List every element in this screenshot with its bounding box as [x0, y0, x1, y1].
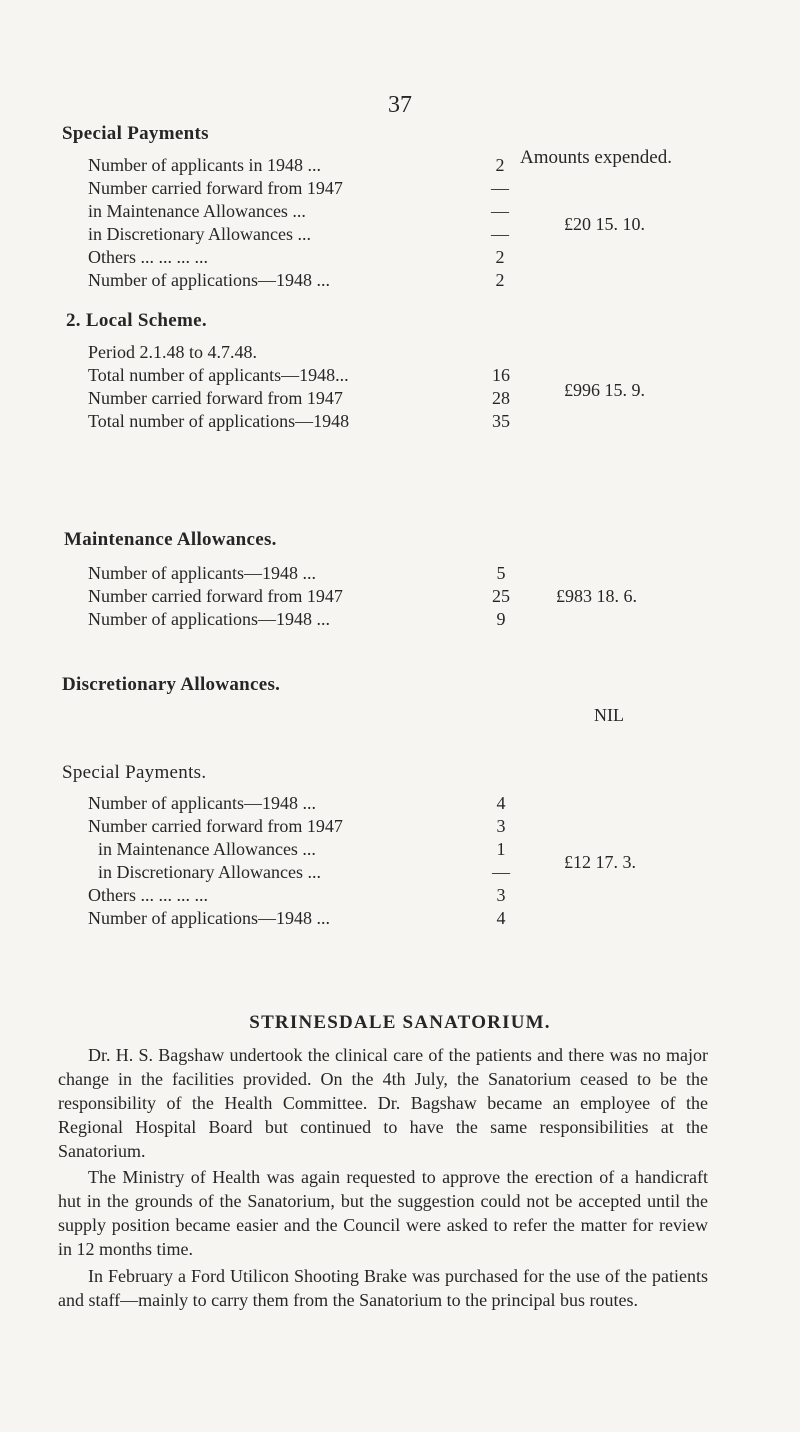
sp2-row-value: 3 [496, 885, 506, 905]
sp1-row-label: Number carried forward from 1947 [88, 178, 343, 198]
sp2-row-value: 4 [496, 793, 506, 813]
local-scheme-amount: £996 15. 9. [564, 380, 645, 400]
discretionary-amount: NIL [594, 705, 624, 725]
ma-row-value: 9 [496, 609, 506, 629]
special-payments-heading: Special Payments [62, 123, 209, 144]
ls-row-value: 35 [492, 411, 510, 431]
sp2-row-label: Others ... ... ... ... [88, 885, 208, 905]
sp2-row-label: in Discretionary Allowances ... [98, 862, 321, 882]
ls-row-label: Number carried forward from 1947 [88, 388, 343, 408]
sp1-row-value: 2 [495, 270, 505, 290]
sp2-row-value: 3 [496, 816, 506, 836]
ma-row-value: 5 [496, 563, 506, 583]
sp1-amount: £20 15. 10. [564, 214, 645, 234]
amounts-expended-header: Amounts expended. [520, 147, 672, 168]
ma-row-value: 25 [492, 586, 510, 606]
sp1-row-value: — [491, 224, 509, 244]
sp2-row-value: — [492, 862, 510, 882]
special-payments-2-heading: Special Payments. [62, 762, 207, 783]
local-scheme-period: Period 2.1.48 to 4.7.48. [88, 342, 257, 362]
sp2-row-label: Number carried forward from 1947 [88, 816, 343, 836]
sp1-row-value: 2 [495, 155, 505, 175]
sp2-row-label: in Maintenance Allowances ... [98, 839, 316, 859]
sp2-row-label: Number of applications—1948 ... [88, 908, 330, 928]
ls-row-value: 28 [492, 388, 510, 408]
sp1-row-value: 2 [495, 247, 505, 267]
sp2-row-label: Number of applicants—1948 ... [88, 793, 316, 813]
strinesdale-title: STRINESDALE SANATORIUM. [249, 1012, 551, 1033]
ma-row-label: Number carried forward from 1947 [88, 586, 343, 606]
ls-row-label: Total number of applications—1948 [88, 411, 350, 431]
sp1-row-value: — [491, 201, 509, 221]
sp2-row-value: 1 [496, 839, 506, 859]
ls-row-label: Total number of applicants—1948... [88, 365, 349, 385]
sp1-row-value: — [491, 178, 509, 198]
paragraph: The Ministry of Health was again requested to approve the erection of a handicraft hut in the grounds of the Sanatorium, but the suggestion could not be accepted until the supply position became easier and the Council were asked to refer the matter for review in 12 months time. [58, 1167, 708, 1259]
sp2-amount: £12 17. 3. [564, 852, 636, 872]
ma-row-label: Number of applications—1948 ... [88, 609, 330, 629]
maintenance-allowances-heading: Maintenance Allowances. [64, 529, 277, 550]
sp1-row-label: Others ... ... ... ... [88, 247, 208, 267]
paragraph: In February a Ford Utilicon Shooting Brake was purchased for the use of the patients and staff—mainly to carry them from the Sanatorium to the principal bus routes. [58, 1266, 708, 1310]
sp1-row-label: in Maintenance Allowances ... [88, 201, 306, 221]
sp2-row-value: 4 [496, 908, 506, 928]
ma-row-label: Number of applicants—1948 ... [88, 563, 316, 583]
sp1-row-label: Number of applications—1948 ... [88, 270, 330, 290]
maintenance-amount: £983 18. 6. [556, 586, 637, 606]
local-scheme-heading: 2. Local Scheme. [66, 310, 207, 331]
discretionary-allowances-heading: Discretionary Allowances. [62, 674, 281, 695]
sp1-row-label: in Discretionary Allowances ... [88, 224, 311, 244]
page-number: 37 [388, 92, 412, 118]
paragraph: Dr. H. S. Bagshaw undertook the clinical care of the patients and there was no major change in the facilities provided. On the 4th July, the Sanatorium ceased to be the responsibility of the Health Committee. Dr. Bagshaw became an employee of the Regional Hospital Board but continued to have the same responsibilities at the Sanatorium. [58, 1045, 708, 1161]
ls-row-value: 16 [492, 365, 510, 385]
sp1-row-label: Number of applicants in 1948 ... [88, 155, 321, 175]
